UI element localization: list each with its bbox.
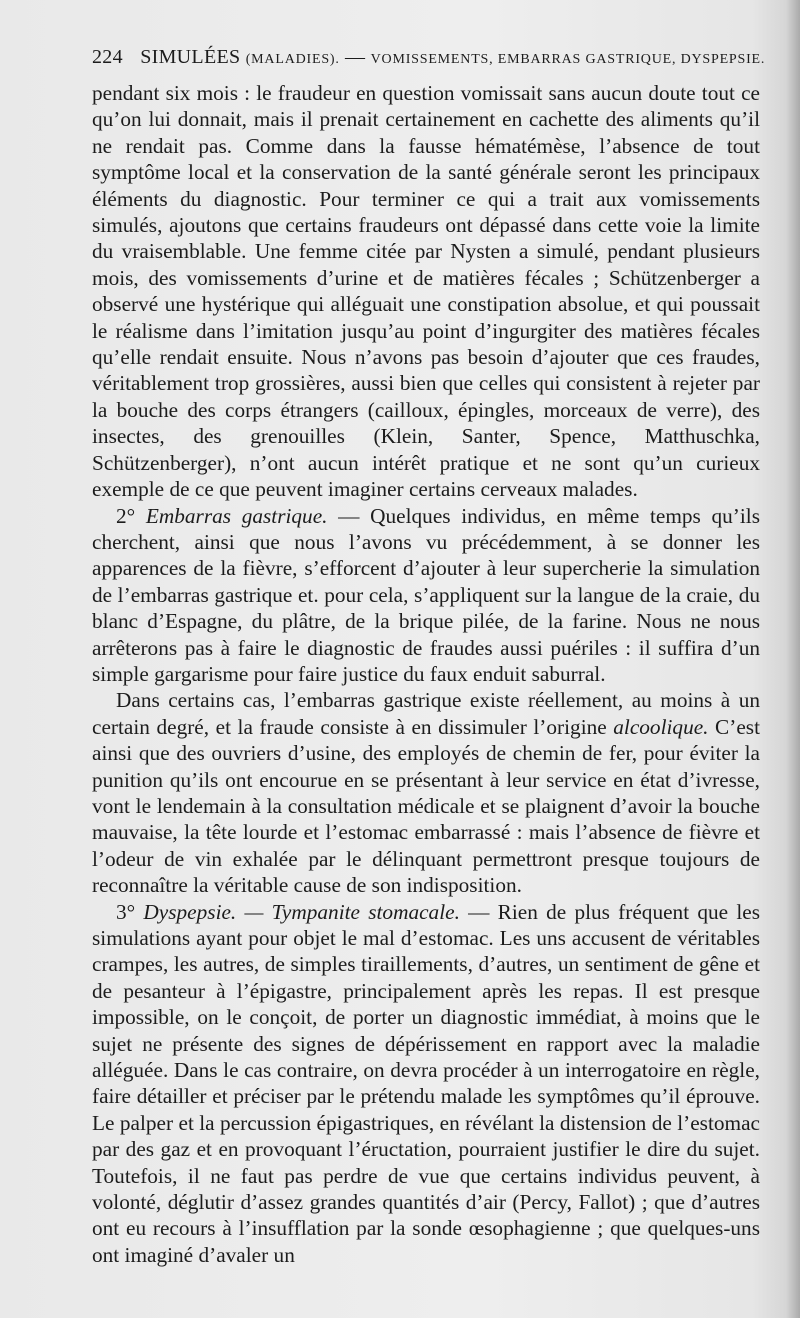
header-section: VOMISSEMENTS, EMBARRAS GASTRIQUE, DYSPEPSIE.: [370, 52, 766, 67]
paragraph-text: C’est ainsi que des ouvriers d’usine, des employés de chemin de fer, pour éviter la punition qu’ils ont encourue en se présentant à leur service en état d’ivresse, vont le lendemain à la consultation médicale et se plaignent d’avoir la bouche mauvaise, la tête lourde et l’estomac embarrassé : mais l’absence de fièvre et l’odeur de vin exhalée par le délinquant permettront presque toujours de reconnaître la véritable cause de son indisposition.: [92, 714, 761, 898]
section-dash: —: [338, 503, 360, 528]
section-title-dyspepsie: Dyspepsie. — Tympanite stomacale.: [143, 899, 460, 924]
paragraph-dyspepsie: [92, 899, 760, 1269]
header-title: SIMULÉES: [140, 46, 241, 68]
section-dash: —: [468, 899, 490, 924]
running-header: [92, 46, 766, 69]
section-number: 2°: [116, 503, 136, 528]
paragraph-alcoolique: [92, 687, 760, 898]
paragraph-embarras-gastrique: [92, 503, 760, 688]
paragraph-text: Quelques individus, en même temps qu’ils cherchent, ainsi que nous l’avons vu précédemment, à se donner les apparences de la fièvre, s’efforcent d’ajouter à leur supercherie la simulation de l’embarras gastrique et. pour cela, s’appliquent sur la langue de la craie, du blanc d’Espagne, du plâtre, de la brique pilée, de la farine. Nous ne nous arrêterons pas à faire le diagnostic de fraudes aussi puériles : il suffira d’un simple gargarisme pour faire justice du faux enduit saburral.: [92, 503, 761, 686]
paragraph-vomissements-end: pendant six mois : le fraudeur en question vomissait sans aucun doute tout ce qu’on lui donnait, mais il prenait certainement en cachette des aliments qu’il ne rendait pas. Comme dans la fausse hématémèse, l’absence de tout symptôme local et la conservation de la santé générale seront les principaux éléments du diagnostic. Pour terminer ce qui a trait aux vomissements simulés, ajoutons que certains fraudeurs ont dépassé dans cette voie la limite du vraisemblable. Une femme citée par Nysten a simulé, pendant plusieurs mois, des vomissements d’urine et de matières fécales ; Schützenberger a observé une hystérique qui alléguait une constipation absolue, et qui poussait le réalisme dans l’imitation jusqu’au point d’ingurgiter des matières fécales qu’elle rendait ensuite. Nous n’avons pas besoin d’ajouter que ces fraudes, véritablement trop grossières, aussi bien que celles qui consistent à rejeter par la bouche des corps étrangers (cailloux, épingles, morceaux de verre), des insectes, des grenouilles (Klein, Santer, Spence, Matthuschka, Schützenberger), n’ont aucun intérêt pratique et ne sont qu’un curieux exemple de ce que peuvent imaginer certains cerveaux malades.: [92, 81, 760, 502]
page-body-text: [92, 80, 760, 1268]
page-number: 224: [92, 46, 123, 68]
section-number: 3°: [116, 899, 136, 924]
header-title-paren: (MALADIES).: [245, 52, 340, 67]
paragraph-text: Rien de plus fréquent que les simulations ayant pour objet le mal d’estomac. Les uns accusent de véritables crampes, les autres, de simples tiraillements, d’autres, un sentiment de gêne et de pesanteur à l’épigastre, principalement après les repas. Il est presque impossible, on le conçoit, de porter un diagnostic immédiat, à moins que le sujet ne présente des signes de dépérissement en rapport avec la maladie alléguée. Dans le cas contraire, on devra procéder à un interrogatoire en règle, faire détailler et préciser par le prétendu malade les symptômes qu’il éprouve. Le palper et la percussion épigastriques, en révélant la distension de l’estomac par des gaz et en provoquant l’éructation, pourraient justifier le dire du sujet. Toutefois, il ne faut pas perdre de vue que certains individus peuvent, à volonté, déglutir d’assez grandes quantités d’air (Percy, Fallot) ; que d’autres ont eu recours à l’insufflation par la sonde œsophagienne ; que quelques-uns ont imaginé d’avaler un: [92, 899, 760, 1267]
header-dash: —: [345, 46, 366, 68]
section-title-embarras: Embarras gastrique.: [145, 503, 328, 528]
paragraph-text: Dans certains cas, l’embarras gastrique existe réellement, au moins à un certain degré, et la fraude consiste à en dissimuler l’origine: [92, 688, 760, 739]
page-edge-shadow: [786, 0, 800, 1318]
emphasis-alcoolique: alcoolique.: [613, 714, 709, 739]
